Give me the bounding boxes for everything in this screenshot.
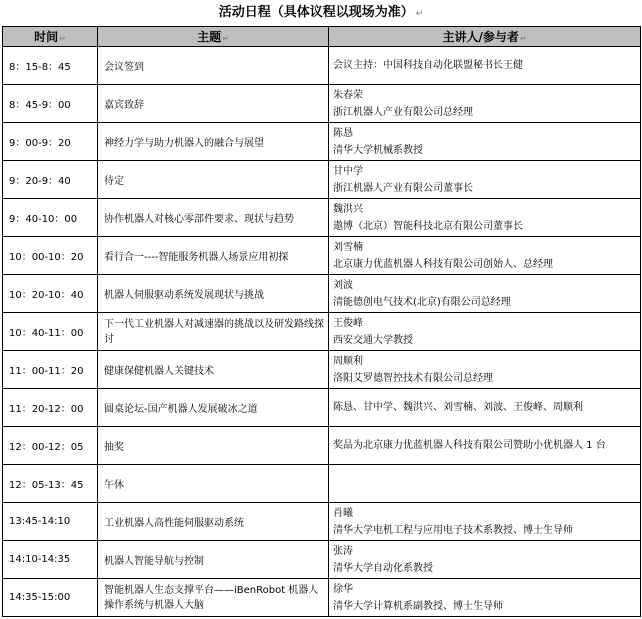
time-cell: 14:10-14:35 [3,541,98,579]
table-row [3,389,641,427]
table-row [3,275,641,313]
table-row [3,427,641,465]
cell-mark-icon: ↵ [519,34,527,43]
topic-cell: 机器人智能导航与控制 [98,541,329,579]
table-row [3,85,641,123]
time-cell: 8：45-9：00 [3,85,98,123]
speaker-cell [329,275,641,313]
table-row [3,541,641,579]
speaker-title: 清能德创电气技术(北京)有限公司总经理 [333,296,511,308]
paragraph-mark-icon: ↵ [415,9,424,19]
table-header-row [3,27,641,47]
speaker-title: 西安交通大学教授 [333,334,413,346]
time-cell: 13:45-14:10 [3,503,98,541]
speaker-title: 浙江机器人产业有限公司董事长 [333,182,473,194]
speaker-name: 肖曦 [333,507,353,519]
topic-cell: 会议签到 [98,47,329,85]
speaker-cell [329,47,641,85]
speaker-title: 清华大学电机工程与应用电子技术系教授、博士生导师 [333,524,573,536]
table-row [3,503,641,541]
topic-cell: 机器人伺服驱动系统发展现状与挑战 [98,275,329,313]
speaker-title: 北京康力优蓝机器人科技有限公司创始人、总经理 [333,258,553,270]
speaker-cell [329,123,641,161]
table-row [3,123,641,161]
speaker-name: 魏洪兴 [333,203,363,215]
speaker-title: 浙江机器人产业有限公司总经理 [333,106,473,118]
speaker-name: 朱春荣 [333,89,363,101]
speaker-name: 刘雪楠 [333,241,363,253]
speaker-cell [329,199,641,237]
time-cell: 8：15-8：45 [3,47,98,85]
speaker-cell [329,161,641,199]
speaker-cell [329,503,641,541]
topic-cell: 智能机器人生态支撑平台——iBenRobot 机器人操作系统与机器人大脑 [98,579,329,617]
topic-cell: 嘉宾致辞 [98,85,329,123]
topic-cell: 午休 [98,465,329,503]
speaker-cell [329,579,641,617]
time-cell: 9：00-9：20 [3,123,98,161]
time-cell: 10：00-10：20 [3,237,98,275]
time-cell: 9：40-10：00 [3,199,98,237]
speaker-title: 清华大学机械系教授 [333,144,423,156]
table-row [3,465,641,503]
topic-cell: 下一代工业机器人对减速器的挑战以及研发路线探讨 [98,313,329,351]
speaker-line: 会议主持：中国科技自动化联盟秘书长王健 [333,60,523,71]
topic-cell: 工业机器人高性能伺服驱动系统 [98,503,329,541]
table-row [3,237,641,275]
speaker-name: 周顺利 [333,355,363,367]
cell-mark-icon: ↵ [59,34,66,43]
topic-cell: 协作机器人对核心零部件要求、现状与趋势 [98,199,329,237]
speaker-cell [329,85,641,123]
column-header-topic: 主题↵ [98,27,329,47]
speaker-cell [329,351,641,389]
table-row [3,47,641,85]
speaker-name: 刘波 [333,279,353,291]
speaker-cell [329,427,641,465]
topic-cell: 神经力学与助力机器人的融合与展望 [98,123,329,161]
speaker-cell [329,389,641,427]
table-row [3,313,641,351]
topic-cell: 抽奖 [98,427,329,465]
table-row [3,199,641,237]
time-cell: 14:35-15:00 [3,579,98,617]
speaker-cell [329,541,641,579]
speaker-cell [329,237,641,275]
table-row [3,579,641,617]
topic-cell: 看行合一----智能服务机器人场景应用初探 [98,237,329,275]
speaker-title: 清华大学自动化系教授 [333,562,433,574]
speaker-line: 陈恳、甘中学、魏洪兴、刘雪楠、刘波、王俊峰、周顺利 [333,402,583,413]
time-cell: 9：20-9：40 [3,161,98,199]
speaker-name: 徐华 [333,583,353,595]
speaker-title: 洛阳艾罗德智控技术有限公司总经理 [333,372,493,384]
speaker-title: 遨博（北京）智能科技北京有限公司董事长 [333,220,523,232]
speaker-cell [329,313,641,351]
speaker-title: 清华大学计算机系副教授、博士生导师 [333,600,503,612]
speaker-line: 奖品为北京康力优蓝机器人科技有限公司赞助小优机器人 1 台 [333,440,606,451]
time-cell: 12：05-13：45 [3,465,98,503]
time-cell: 11：20-12：00 [3,389,98,427]
schedule-title [0,0,642,26]
topic-cell: 待定 [98,161,329,199]
time-cell: 11：00-11：20 [3,351,98,389]
speaker-name: 甘中学 [333,165,363,177]
table-row [3,161,641,199]
speaker-cell [329,465,641,503]
table-row [3,351,641,389]
time-cell: 10：40-11：00 [3,313,98,351]
column-header-time: 时间↵ [3,27,98,47]
topic-cell: 健康保健机器人关键技术 [98,351,329,389]
cell-mark-icon: ↵ [222,34,229,43]
topic-cell: 圆桌论坛-国产机器人发展破冰之道 [98,389,329,427]
time-cell: 10：20-10：40 [3,275,98,313]
column-header-speaker: 主讲人/参与者↵ [329,27,641,47]
time-cell: 12：00-12：05 [3,427,98,465]
schedule-title-text: 活动日程（具体议程以现场为准） [218,5,414,20]
speaker-name: 陈恳 [333,127,353,139]
speaker-name: 张涛 [333,545,353,557]
schedule-table [2,26,641,617]
speaker-name: 王俊峰 [333,317,363,329]
